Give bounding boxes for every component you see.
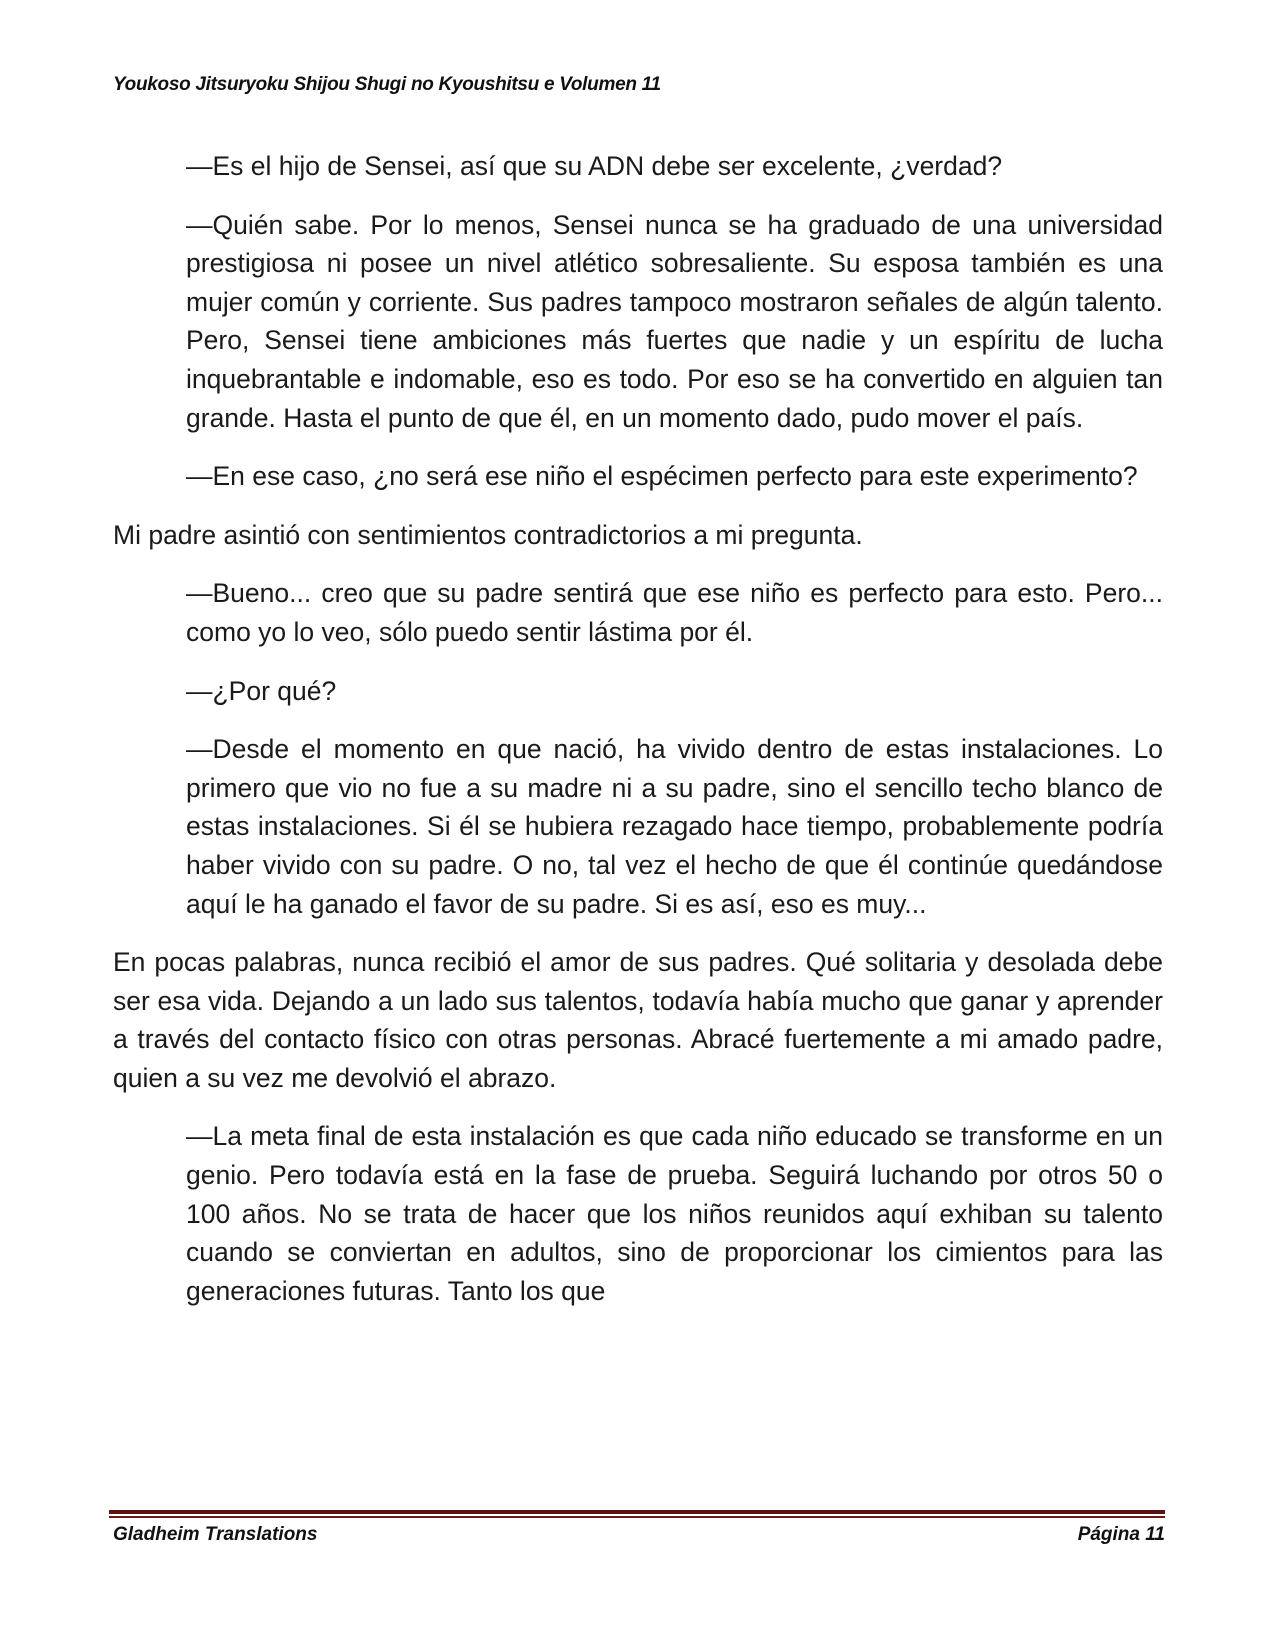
footer-rule xyxy=(109,1510,1165,1518)
page-body xyxy=(113,147,1163,1330)
footer-rule-thick xyxy=(109,1510,1165,1514)
paragraph-dialog: —Bueno... creo que su padre sentirá que ese niño es perfecto para esto. Pero... como yo lo veo, sólo puedo sentir lástima por él. xyxy=(186,578,1163,647)
paragraph-dialog: —¿Por qué? xyxy=(186,675,337,706)
paragraph-dialog: —Quién sabe. Por lo menos, Sensei nunca se ha graduado de una universidad prestigiosa ni posee un nivel atlético sobresaliente. Su esposa también es una mujer común y corriente. Sus padres tampoco mostraron señales de algún talento. Pero, Sensei tiene ambiciones más fuertes que nadie y un espíritu de lucha inquebrantable e indomable, eso es todo. Por eso se ha convertido en alguien tan grande. Hasta el punto de que él, en un momento dado, pudo mover el país. xyxy=(186,209,1163,433)
footer-publisher: Gladheim Translations xyxy=(113,1524,318,1545)
running-header: Youkoso Jitsuryoku Shijou Shugi no Kyoushitsu e Volumen 11 xyxy=(113,74,661,95)
paragraph-dialog: —Es el hijo de Sensei, así que su ADN debe ser excelente, ¿verdad? xyxy=(186,151,1003,181)
paragraph-narration: En pocas palabras, nunca recibió el amor de sus padres. Qué solitaria y desolada debe ser esa vida. Dejando a un lado sus talentos, todavía había mucho que ganar y aprender a través del contacto físico con otras personas. Abracé fuertemente a mi amado padre, quien a su vez me devolvió el abrazo. xyxy=(113,947,1163,1093)
paragraph-dialog: —La meta final de esta instalación es que cada niño educado se transforme en un genio. Pero todavía está en la fase de prueba. Seguirá luchando por otros 50 o 100 años. No se trata de hacer que los niños reunidos aquí exhiban su talento cuando se conviertan en adultos, sino de proporcionar los cimientos para las generaciones futuras. Tanto los que xyxy=(186,1121,1163,1306)
footer-rule-thin xyxy=(109,1516,1165,1518)
paragraph-dialog: —Desde el momento en que nació, ha vivido dentro de estas instalaciones. Lo primero que vio no fue a su madre ni a su padre, sino el sencillo techo blanco de estas instalaciones. Si él se hubiera rezagado hace tiempo, probablemente podría haber vivido con su padre. O no, tal vez el hecho de que él continúe quedándose aquí le ha ganado el favor de su padre. Si es así, eso es muy... xyxy=(186,734,1163,919)
paragraph-narration: Mi padre asintió con sentimientos contradictorios a mi pregunta. xyxy=(113,519,863,550)
paragraph-dialog: —En ese caso, ¿no será ese niño el espécimen perfecto para este experimento? xyxy=(186,461,1138,492)
footer-page-number: Página 11 xyxy=(1077,1524,1165,1545)
